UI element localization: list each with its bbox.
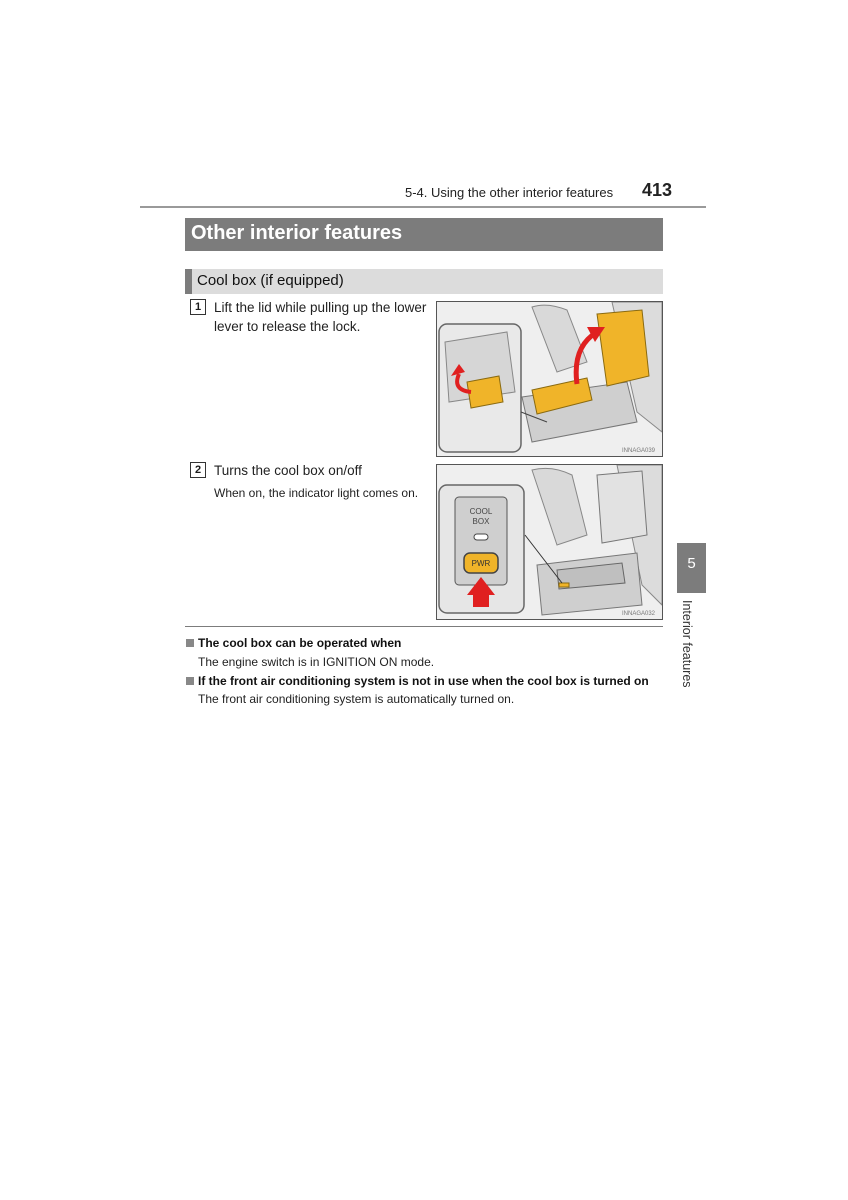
step-1-text: Lift the lid while pulling up the lower lever to release the lock. [214, 300, 427, 334]
subtitle-bar [185, 269, 663, 294]
notes-divider [185, 626, 663, 627]
note-2-heading [186, 674, 649, 688]
figure-1-code: INNAGA039 [622, 448, 656, 454]
header-rule [140, 206, 706, 208]
panel-label-box: BOX [472, 517, 490, 526]
figure-cool-box-switch [436, 464, 663, 620]
step-2-subtext: When on, the indicator light comes on. [214, 486, 419, 500]
chapter-number: 5 [687, 555, 696, 572]
note-2-body: The front air conditioning system is automatically turned on. [198, 692, 515, 706]
page-title-bar [185, 218, 663, 251]
figure-2-code: INNAGA032 [622, 611, 656, 617]
page-title: Other interior features [191, 222, 403, 244]
note-1-heading [186, 636, 401, 650]
header-section-title: 5-4. Using the other interior features [405, 185, 614, 200]
step-2-text: Turns the cool box on/off [214, 463, 362, 478]
chapter-tab [677, 543, 706, 593]
step-1-number: 1 [190, 299, 206, 315]
note-1-heading-text: The cool box can be operated when [198, 636, 402, 650]
subtitle: Cool box (if equipped) [197, 272, 344, 289]
step-2-number: 2 [190, 462, 206, 478]
pwr-button-label: PWR [471, 559, 491, 568]
page-number: 413 [642, 180, 673, 200]
figure-armrest-lid [436, 301, 663, 457]
note-1-body: The engine switch is in IGNITION ON mode. [198, 655, 435, 669]
chapter-label: Interior features [680, 600, 694, 688]
note-2-heading-text: If the front air conditioning system is not in use when the cool box is turned on [198, 674, 649, 688]
bullet-square-icon [186, 639, 194, 647]
bullet-square-icon [186, 677, 194, 685]
panel-label-cool: COOL [469, 507, 493, 516]
